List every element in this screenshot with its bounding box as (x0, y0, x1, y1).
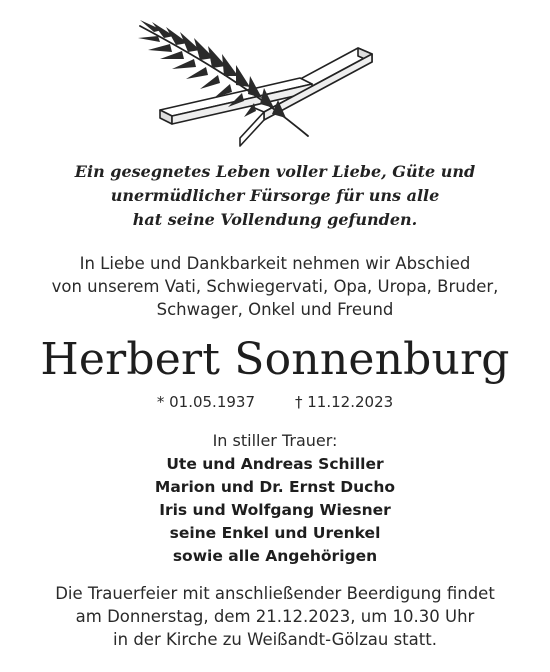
mourner-name: Ute und Andreas Schiller (166, 455, 384, 473)
mourner-name: Marion und Dr. Ernst Ducho (154, 478, 396, 496)
mourners-heading: In stiller Trauer: (212, 431, 338, 450)
death-date: † 11.12.2023 (295, 393, 394, 411)
intro-line: Schwager, Onkel und Freund (156, 300, 394, 319)
intro-line: In Liebe und Dankbarkeit nehmen wir Abschied (79, 254, 471, 273)
cross-with-palm-frond-icon (130, 18, 430, 148)
mourner-name: seine Enkel und Urenkel (169, 524, 381, 542)
birth-date: * 01.05.1937 (156, 393, 255, 411)
quote-line: hat seine Vollendung gefunden. (132, 210, 418, 229)
funeral-info-line: Die Trauerfeier mit anschließender Beerdigung findet (55, 584, 495, 603)
intro-line: von unserem Vati, Schwiegervati, Opa, Uropa, Bruder, (51, 277, 499, 296)
deceased-name: Herbert Sonnenburg (40, 334, 510, 385)
mourner-name: Iris und Wolfgang Wiesner (159, 501, 391, 519)
life-dates (0, 392, 550, 412)
funeral-info-line: in der Kirche zu Weißandt-Gölzau statt. (113, 630, 437, 649)
quote-line: unermüdlicher Fürsorge für uns alle (110, 186, 440, 205)
funeral-info-line: am Donnerstag, dem 21.12.2023, um 10.30 Uhr (75, 607, 475, 626)
quote-line: Ein gesegnetes Leben voller Liebe, Güte und (74, 162, 476, 181)
mourner-name: sowie alle Angehörigen (172, 547, 378, 565)
